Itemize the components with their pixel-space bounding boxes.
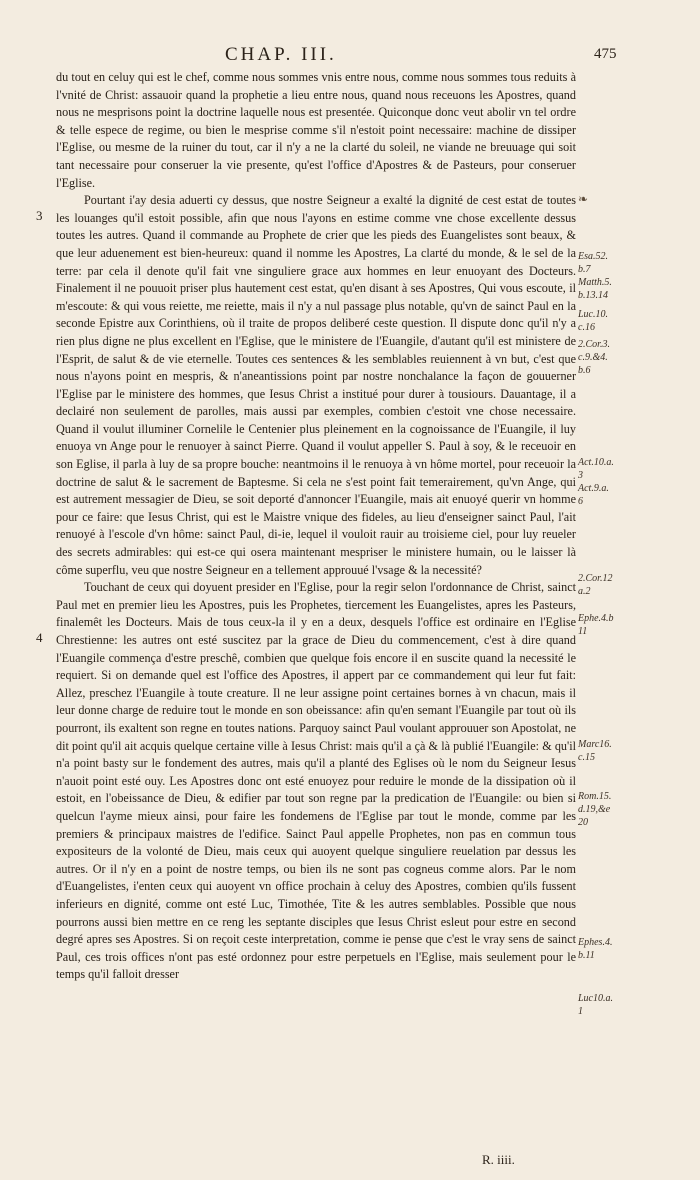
margin-note: Luc.10. c.16 bbox=[578, 309, 608, 333]
ornament-icon: ❧ bbox=[578, 192, 589, 206]
running-title: CHAP. III. bbox=[225, 44, 337, 65]
paragraph: Touchant de ceux qui doyuent presider en l'Eglise, pour la regir selon l'ordonnance de Christ, sainct Paul met en premier lieu les Apostres, puis les Prophetes, tiercement les Euangelistes, apres les Pasteurs, finalemêt les Docteurs. Mais de tous ceux-la il y en a deux, desquels l'office est ordinaire en l'Eglise Chrestienne: les autres ont esté suscitez par la grace de Dieu du commencement, c'est à dire quand l'Euangile commença d'estre preschê, combien que quelque fois encore il en suscite quand la necessité le requiert. Si on demande quel est l'office des Apostres, il appert par ce commandement qui leur fut fait: Allez, preschez l'Euangile à toute creature. Il ne leur assigne point certaines bornes à vn chacun, mais il leur donne charge de reduire tout le monde en son obeissance: afin qu'en semant l'Euangile par tout où ils pourront, ils exaltent son regne en toutes nations. Parquoy sainct Paul voulant approuuer son Apostolat, ne dit point qu'il ait acquis quelque certaine ville à Iesus Christ: mais qu'il a çà & là publié l'Euangile: & qu'il n'a point basty sur le fondement des autres, mais qu'il a planté des Eglises où le nom du Seigneur Iesus n'auoit point esté ouy. Les Apostres donc ont esté enuoyez pour reduire le monde de la dissipation où il estoit, en l'obeissance de Dieu, & edifier par tout son regne par la predication de l'Euangile: ou bien si quelcun l'ayme mieux ainsi, pour faire les fondemens de l'Eglise par tout le monde, comme par les premiers & principaux maistres de l'edifice. Sainct Paul appelle Prophetes, non pas en commun tous expositeurs de la volonté de Dieu, mais ceux qui auoyent quelque singuliere reuelation par dessus les autres. Or il n'y en a point de nostre temps, ou bien ils ne sont pas cogneus comme alors. Par le nom d'Euangelistes, i'enten ceux qui auoyent vn office prochain à celuy des Apostres, combien qu'ils fussent inferieurs en dignité, comme ont esté Luc, Timothée, Tite & les autres semblables. Possible que nous pourrons aussi bien mettre en ce reng les septante disciples que Iesus Christ esleut pour estre en second degré apres ses Apostres. Si on reçoit ceste interpretation, comme ie pense que c'est le vray sens de sainct Paul, ces trois offices n'ont pas esté ordonnez pour estre perpetuels en l'Eglise, mais seulement pour le temps qu'il falloit dresser bbox=[56, 580, 576, 982]
page-number: 475 bbox=[594, 46, 617, 62]
paragraph: Pourtant i'ay desia aduerti cy dessus, que nostre Seigneur a exalté la dignité de cest estat de toutes les louanges qu'il estoit possible, afin que nous l'ayons en estime comme vne chose excellente dessus toutes les autres. Quand il commande au Prophete de crier que les pieds des Euangelistes sont beaux, & que leur aduenement est bien-heureux: quand il nomme les Apostres, La clarté du monde, & le sel de la terre: par cela il denote qu'il fait vne singuliere grace aux hommes en leur enuoyant des Docteurs. Finalement il ne pouuoit priser plus hautement cest estat, qu'en disant à ses Apostres, Qui vous escoute, il m'escoute: & qui vous reiette, me reiette, mais il n'y a nul passage plus notable, qu'vn de sainct Paul en la seconde Epistre aux Corinthiens, où il traite de propos deliberé ceste question. Il dispute donc qu'il n'y a rien plus digne ne plus excellent en l'Eglise, que le ministere de l'Euangile, d'autant qu'il est ministere de l'Esprit, de salut & de vie eternelle. Toutes ces sentences & les semblables reuiennent à vn but, c'est que nous n'ayons point en mespris, & n'aneantissions point par nostre nonchalance la façon de gouuerner l'Eglise par le ministere des hommes, que Iesus Christ a institué pour durer à tousiours. Dauantage, il a declairé non seulement de parolles, mais aussi par exemples, combien c'estoit vne chose necessaire. Quand il voulut illuminer Cornelile le Centenier plus pleinement en la cognoissance de l'Euangile, il luy enuoya vn Ange pour le renuoyer à sainct Pierre. Quand il voulut appeller S. Paul à soy, & le receuoir en son Eglise, il parla à luy de sa propre bouche: neantmoins il le renuoya à vn hôme mortel, pour receuoir la doctrine de salut & le sacrement de Baptesme. Si cela ne s'est point fait temerairement, qu'vn Ange, qui est autrement messagier de Dieu, se soit deporté d'annoncer l'Euangile, mais ait enuoyé querir vn homme pour ce faire: que Iesus Christ, qui est le Maistre vnique des fideles, au lieu d'enseigner sainct Paul, l'ait renuoyé à l'escole d'vn hôme: sainct Paul, di-ie, lequel il vouloit rauir au troisieme ciel, pour luy reueler des secrets admirables: qui est-ce qui osera maintenant mespriser le ministere humain, ou le laisser là côme superflu, veu que nostre Seigneur en a tellement approuué l'vsage & la necessité? bbox=[56, 193, 576, 577]
margin-note: Marc16. c.15 bbox=[578, 739, 612, 763]
main-text bbox=[56, 69, 576, 984]
section-number: 3 bbox=[36, 208, 43, 223]
margin-note: Rom.15. d.19,&e 20 bbox=[578, 791, 612, 828]
margin-note: 2.Cor.3. c.9.&4. b.6 bbox=[578, 339, 610, 376]
margin-note: 2.Cor.12 a.2 bbox=[578, 573, 613, 597]
margin-note: Esa.52. b.7 Matth.5. b.13.14 bbox=[578, 251, 612, 301]
signature-mark: R. iiii. bbox=[482, 1152, 515, 1167]
margin-note: Luc10.a. 1 bbox=[578, 993, 613, 1017]
page-header bbox=[0, 44, 700, 70]
paragraph: du tout en celuy qui est le chef, comme nous sommes vnis entre nous, comme nous sommes tous reduits à l'vnité de Christ: assauoir quand la prophetie a lieu entre nous, quand nous receuons les Apostres, quand nous ne mesprisons point la doctrine laquelle nous est presentée. Quiconque donc veut abolir vn tel ordre & telle espece de regime, ou bien le mesprise comme s'il n'estoit point necessaire: machine de dissiper l'Eglise, ou mesme de la ruiner du tout, car il n'y a ne la clarté du soleil, ne viande ne breuuage qui soit tant necessaire pour conseruer la vie presente, qu'est l'office d'Apostres & de Pasteurs, pour conseruer l'Eglise. bbox=[56, 70, 576, 190]
margin-note: Ephes.4. b.11 bbox=[578, 937, 613, 961]
section-number: 4 bbox=[36, 630, 43, 645]
margin-note: Act.10.a. 3 Act.9.a. 6 bbox=[578, 457, 614, 507]
margin-note: Ephe.4.b 11 bbox=[578, 613, 614, 637]
